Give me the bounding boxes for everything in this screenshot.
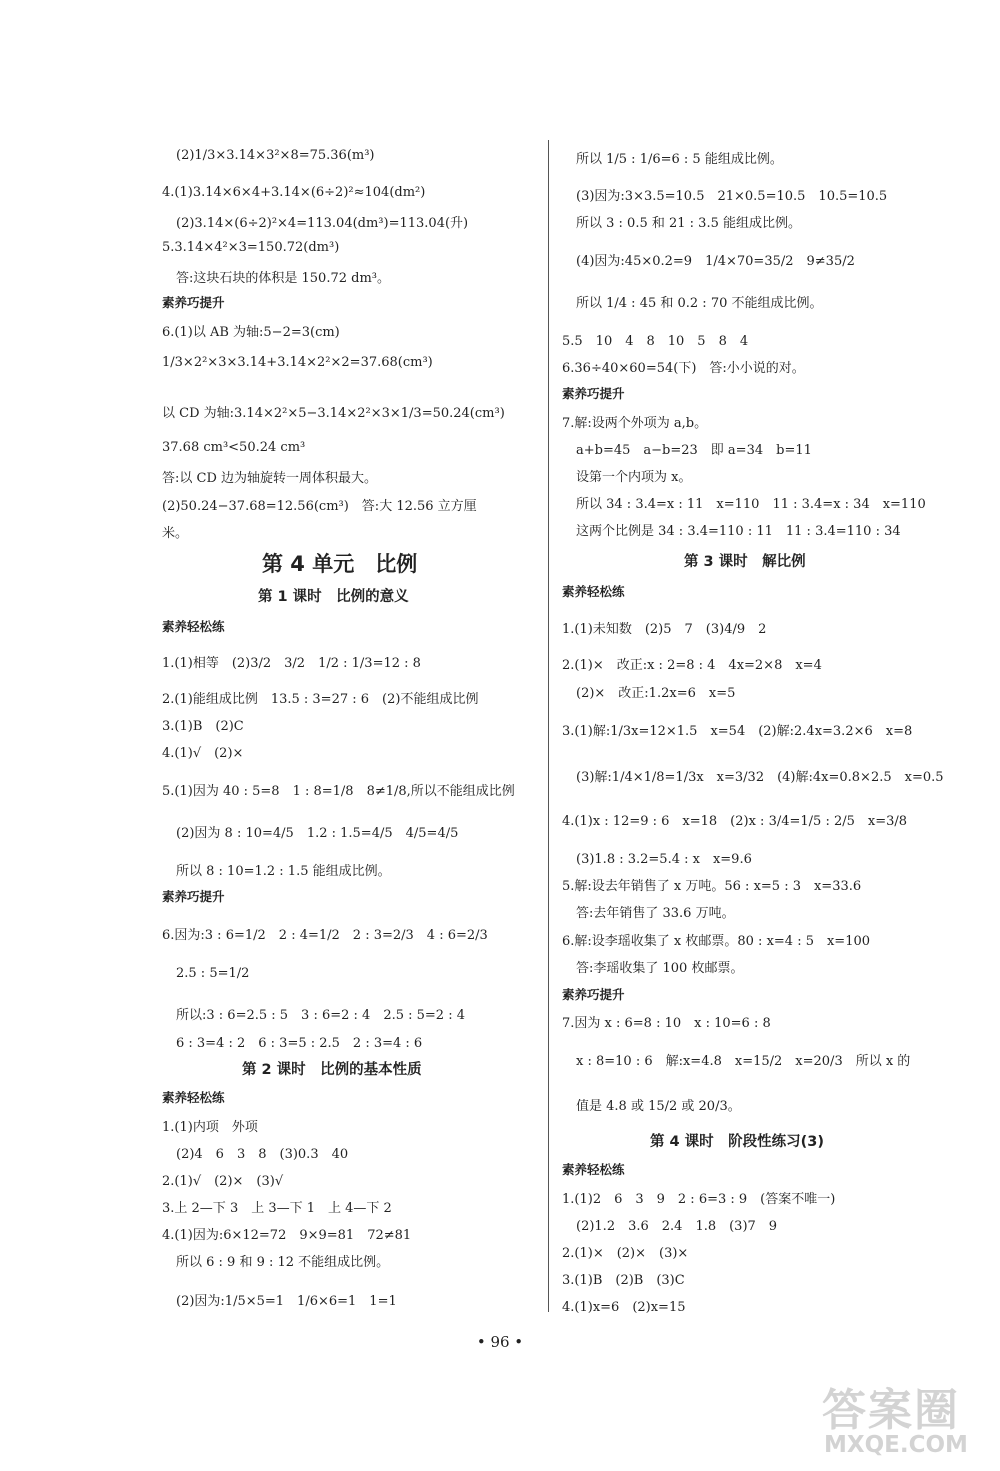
answer-line: 7.因为 x : 6=8 : 10 x : 10=6 : 8: [562, 1016, 771, 1031]
answer-line: 所以 6 : 9 和 9 : 12 不能组成比例。: [176, 1255, 390, 1270]
answer-line: 2.(1)能组成比例 13.5 : 3=27 : 6 (2)不能组成比例: [162, 692, 479, 707]
lesson-title: 第 3 课时 解比例: [684, 554, 806, 570]
answer-line: 3.上 2—下 3 上 3—下 1 上 4—下 2: [162, 1201, 392, 1216]
answer-line: 4.(1)x : 12=9 : 6 x=18 (2)x : 3/4=1/5 : 2/5 x=3/8: [562, 814, 908, 829]
answer-line: 答:去年销售了 33.6 万吨。: [576, 906, 735, 921]
section-heading: 素养巧提升: [162, 889, 225, 904]
answer-line: 4.(1)3.14×6×4+3.14×(6÷2)²≈104(dm²): [162, 185, 426, 200]
answer-line: 以 CD 为轴:3.14×2²×5−3.14×2²×3×1/3=50.24(cm³): [162, 406, 505, 421]
answer-line: 1.(1)2 6 3 9 2 : 6=3 : 9 (答案不唯一): [562, 1192, 836, 1207]
answer-line: 5.解:设去年销售了 x 万吨。56 : x=5 : 3 x=33.6: [562, 879, 862, 894]
section-heading: 素养轻松练: [162, 619, 225, 634]
answer-line: 所以 1/5 : 1/6=6 : 5 能组成比例。: [576, 152, 783, 167]
answer-line: 2.(1)√ (2)× (3)√: [162, 1174, 284, 1189]
answer-line: 2.(1)× 改正:x : 2=8 : 4 4x=2×8 x=4: [562, 658, 822, 673]
answer-line: 2.5 : 5=1/2: [176, 966, 250, 981]
answer-line: 答:这块石块的体积是 150.72 dm³。: [176, 271, 390, 286]
answer-line: 1.(1)内项 外项: [162, 1120, 258, 1135]
answer-line: 2.(1)× (2)× (3)×: [562, 1246, 689, 1261]
answer-line: 这两个比例是 34 : 3.4=110 : 11 11 : 3.4=110 : 34: [576, 524, 901, 539]
lesson-title: 第 1 课时 比例的意义: [258, 589, 409, 605]
section-heading: 素养轻松练: [562, 584, 625, 599]
answer-line: 6.36÷40×60=54(下) 答:小小说的对。: [562, 361, 805, 376]
answer-line: 3.(1)解:1/3x=12×1.5 x=54 (2)解:2.4x=3.2×6 x=8: [562, 724, 913, 739]
page-number: • 96 •: [476, 1333, 524, 1351]
section-heading: 素养轻松练: [562, 1162, 625, 1177]
answer-line: 所以:3 : 6=2.5 : 5 3 : 6=2 : 4 2.5 : 5=2 : 4: [176, 1008, 465, 1023]
answer-line: 所以 34 : 3.4=x : 11 x=110 11 : 3.4=x : 34 x=110: [576, 497, 926, 512]
answer-line: 值是 4.8 或 15/2 或 20/3。: [576, 1099, 741, 1114]
lesson-title: 第 2 课时 比例的基本性质: [242, 1062, 422, 1078]
answer-line: 所以 1/4 : 45 和 0.2 : 70 不能组成比例。: [576, 296, 823, 311]
answer-line: 6.解:设李瑶收集了 x 枚邮票。80 : x=4 : 5 x=100: [562, 934, 871, 949]
answer-line: 6 : 3=4 : 2 6 : 3=5 : 2.5 2 : 3=4 : 6: [176, 1036, 423, 1051]
column-divider: [548, 140, 549, 1312]
answer-line: 设第一个内项为 x。: [576, 470, 692, 485]
answer-line: a+b=45 a−b=23 即 a=34 b=11: [576, 443, 812, 458]
answer-line: 所以 3 : 0.5 和 21 : 3.5 能组成比例。: [576, 216, 801, 231]
answer-line: 米。: [162, 526, 189, 541]
answer-line: 4.(1)x=6 (2)x=15: [562, 1300, 686, 1315]
answer-line: 3.(1)B (2)B (3)C: [562, 1273, 685, 1288]
answer-line: (2)因为:1/5×5=1 1/6×6=1 1=1: [176, 1294, 397, 1309]
answer-line: (2)因为 8 : 10=4/5 1.2 : 1.5=4/5 4/5=4/5: [176, 826, 459, 841]
section-heading: 素养巧提升: [562, 987, 625, 1002]
answer-line: 3.(1)B (2)C: [162, 719, 244, 734]
answer-line: (2)1/3×3.14×3²×8=75.36(m³): [176, 148, 375, 163]
answer-line: 答:李瑶收集了 100 枚邮票。: [576, 961, 744, 976]
answer-line: 答:以 CD 边为轴旋转一周体积最大。: [162, 471, 378, 486]
section-heading: 素养巧提升: [162, 295, 225, 310]
answer-line: (3)1.8 : 3.2=5.4 : x x=9.6: [576, 852, 752, 867]
answer-line: (3)解:1/4×1/8=1/3x x=3/32 (4)解:4x=0.8×2.5 x=0.5: [576, 770, 944, 785]
unit-title: 第 4 单元 比例: [262, 552, 418, 576]
answer-line: (2)50.24−37.68=12.56(cm³) 答:大 12.56 立方厘: [162, 499, 477, 514]
answer-line: (2)4 6 3 8 (3)0.3 40: [176, 1147, 349, 1162]
section-heading: 素养轻松练: [162, 1090, 225, 1105]
answer-line: (3)因为:3×3.5=10.5 21×0.5=10.5 10.5=10.5: [576, 189, 888, 204]
answer-line: 7.解:设两个外项为 a,b。: [562, 416, 708, 431]
watermark-url: MXQE.COM: [824, 1432, 968, 1458]
answer-line: (4)因为:45×0.2=9 1/4×70=35/2 9≠35/2: [576, 254, 855, 269]
answer-line: 1.(1)相等 (2)3/2 3/2 1/2 : 1/3=12 : 8: [162, 656, 421, 671]
section-heading: 素养巧提升: [562, 386, 625, 401]
answer-line: x : 8=10 : 6 解:x=4.8 x=15/2 x=20/3 所以 x 的: [576, 1054, 911, 1069]
watermark-logo: 答案圈: [822, 1385, 960, 1436]
answer-line: 1/3×2²×3×3.14+3.14×2²×2=37.68(cm³): [162, 355, 433, 370]
answer-line: 4.(1)√ (2)×: [162, 746, 244, 761]
answer-line: 6.因为:3 : 6=1/2 2 : 4=1/2 2 : 3=2/3 4 : 6=2/3: [162, 928, 488, 943]
answer-line: 5.5 10 4 8 10 5 8 4: [562, 334, 749, 349]
answer-line: 37.68 cm³<50.24 cm³: [162, 440, 306, 455]
answer-line: (2)1.2 3.6 2.4 1.8 (3)7 9: [576, 1219, 778, 1234]
answer-line: (2)3.14×(6÷2)²×4=113.04(dm³)=113.04(升): [176, 216, 469, 231]
watermark: [822, 1374, 992, 1464]
answer-line: 5.3.14×4²×3=150.72(dm³): [162, 240, 340, 255]
answer-line: 所以 8 : 10=1.2 : 1.5 能组成比例。: [176, 864, 391, 879]
answer-line: 6.(1)以 AB 为轴:5−2=3(cm): [162, 325, 340, 340]
answer-line: 5.(1)因为 40 : 5=8 1 : 8=1/8 8≠1/8,所以不能组成比例: [162, 784, 515, 799]
lesson-title: 第 4 课时 阶段性练习(3): [650, 1134, 825, 1150]
answer-line: 1.(1)未知数 (2)5 7 (3)4/9 2: [562, 622, 767, 637]
answer-line: (2)× 改正:1.2x=6 x=5: [576, 686, 736, 701]
answer-line: 4.(1)因为:6×12=72 9×9=81 72≠81: [162, 1228, 412, 1243]
